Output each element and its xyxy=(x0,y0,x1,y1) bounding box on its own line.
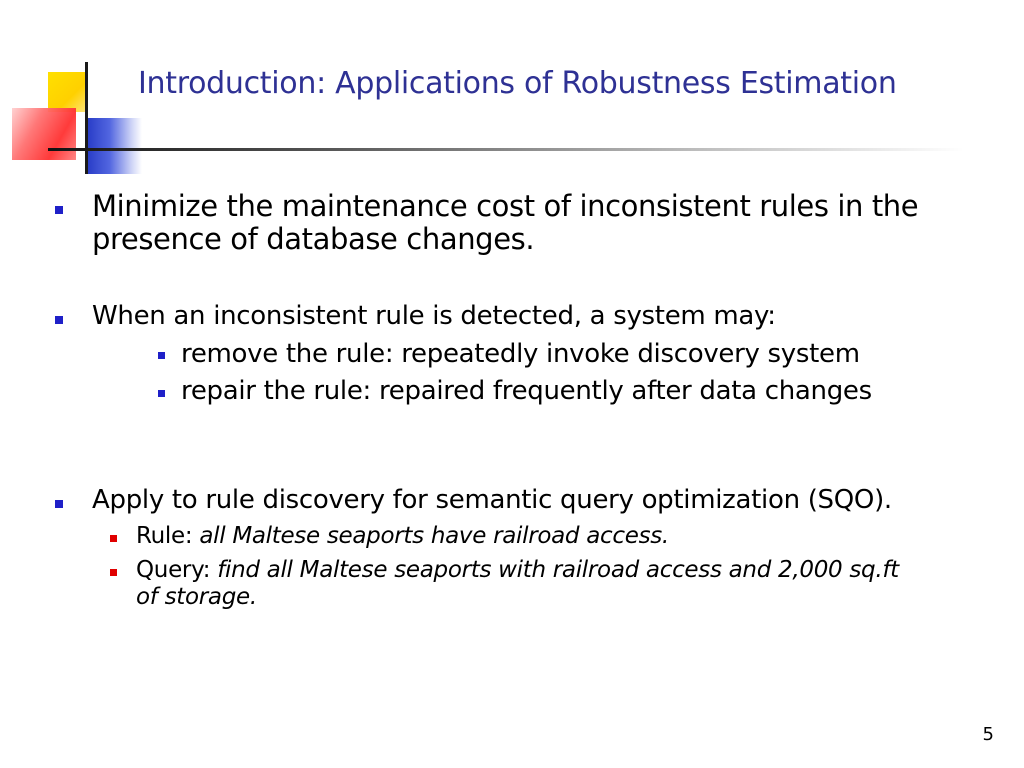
bullet-icon xyxy=(55,316,63,324)
list-item-query-example xyxy=(136,556,899,609)
slide-title: Introduction: Applications of Robustness Estimation xyxy=(138,66,897,101)
bullet-icon xyxy=(55,500,63,508)
list-item-minimize xyxy=(92,190,918,256)
list-item-rule-example xyxy=(136,522,669,551)
list-item-detail: find all Maltese seaports with railroad access and 2,000 sq.ft xyxy=(217,557,899,583)
list-item-repair-rule xyxy=(181,376,872,406)
logo-vertical-line xyxy=(85,62,88,174)
logo-red-square xyxy=(12,108,76,160)
list-item-label: Query: xyxy=(136,557,218,583)
title-underline xyxy=(48,148,964,151)
bullet-icon xyxy=(158,352,165,359)
list-item-label: Rule: xyxy=(136,523,200,549)
decorative-logo xyxy=(0,0,150,180)
list-item-text: When an inconsistent rule is detected, a system may: xyxy=(92,301,776,331)
logo-blue-square xyxy=(88,118,142,174)
bullet-icon xyxy=(110,569,117,576)
list-item-inconsistent-rule xyxy=(92,301,776,331)
page-number: 5 xyxy=(982,724,994,745)
list-item-text: repair the rule: repaired frequently after data changes xyxy=(181,376,872,406)
list-item-text: Apply to rule discovery for semantic query optimization (SQO). xyxy=(92,485,892,515)
list-item-text-line1: Minimize the maintenance cost of inconsistent rules in the xyxy=(92,189,919,223)
list-item-text: remove the rule: repeatedly invoke discovery system xyxy=(181,339,860,369)
bullet-icon xyxy=(55,206,63,214)
list-item-apply-sqo xyxy=(92,485,892,515)
list-item-detail-continued: of storage. xyxy=(136,584,257,610)
list-item-remove-rule xyxy=(181,339,860,369)
list-item-detail: all Maltese seaports have railroad access. xyxy=(199,523,669,549)
list-item-text-line2: presence of database changes. xyxy=(92,222,535,256)
bullet-icon xyxy=(158,390,165,397)
bullet-icon xyxy=(110,535,117,542)
logo-yellow-square xyxy=(48,72,88,112)
